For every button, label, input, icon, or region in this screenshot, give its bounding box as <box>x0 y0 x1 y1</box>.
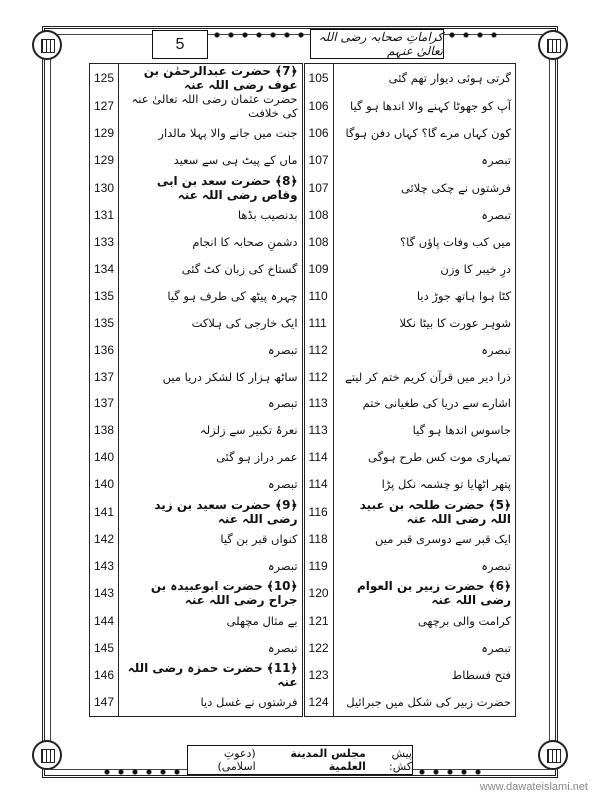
book-title: کراماتِ صحابہ رضی اللہ تعالیٰ عنہم <box>310 29 444 59</box>
right-page-number[interactable]: 106 <box>303 120 333 147</box>
left-page-number[interactable]: 142 <box>90 526 119 553</box>
publisher-name: مجلس المدینة العلمیة <box>290 747 366 773</box>
right-page-number[interactable]: 118 <box>303 526 333 553</box>
left-page-number[interactable]: 147 <box>90 689 119 716</box>
publisher-footer <box>187 745 413 775</box>
left-page-number[interactable]: 146 <box>90 661 119 689</box>
table-row <box>90 526 516 553</box>
table-row <box>90 634 516 661</box>
entry-title[interactable]: میں کب وفات پاؤں گا؟ <box>333 229 515 256</box>
entry-title[interactable]: حضرت زبیر کی شکل میں جبرائیل <box>333 689 515 716</box>
chain-ornament <box>100 767 184 777</box>
corner-ornament-icon <box>538 740 568 770</box>
right-page-number[interactable]: 109 <box>303 256 333 283</box>
entry-title[interactable]: ذرا دیر میں قرآن کریم ختم کر لیتے <box>333 363 515 390</box>
corner-ornament-icon <box>32 30 62 60</box>
entry-title[interactable]: تبصرہ <box>333 202 515 229</box>
entry-title[interactable]: فتح فسطاط <box>333 661 515 689</box>
entry-title[interactable]: ساٹھ ہزار کا لشکر دریا میں <box>119 363 304 390</box>
entry-title[interactable]: بے مثال مچھلی <box>119 607 304 634</box>
left-page-number[interactable]: 125 <box>90 64 119 93</box>
entry-title[interactable]: نعرۂ تکبیر سے زلزلہ <box>119 417 304 444</box>
entry-title[interactable]: تبصرہ <box>333 634 515 661</box>
entry-title[interactable]: گرتی ہوئی دیوار تھم گئی <box>333 64 515 93</box>
table-row <box>90 390 516 417</box>
right-page-number[interactable]: 116 <box>303 498 333 526</box>
left-page-number[interactable]: 140 <box>90 471 119 498</box>
section-heading[interactable]: ﴿11﴾ حضرت حمزہ رضی اللہ عنہ <box>119 661 304 689</box>
entry-title[interactable]: تبصرہ <box>119 471 304 498</box>
entry-title[interactable]: ایک خارجی کی ہلاکت <box>119 309 304 336</box>
entry-title[interactable]: شوہر عورت کا بیٹا نکلا <box>333 309 515 336</box>
table-row <box>90 363 516 390</box>
right-page-number[interactable]: 113 <box>303 390 333 417</box>
left-page-number[interactable]: 136 <box>90 336 119 363</box>
right-page-number[interactable]: 112 <box>303 363 333 390</box>
table-row <box>90 202 516 229</box>
entry-title[interactable]: پتھر اٹھایا تو چشمہ نکل پڑا <box>333 471 515 498</box>
entry-title[interactable]: تبصرہ <box>333 336 515 363</box>
entry-title[interactable]: تبصرہ <box>333 552 515 579</box>
chain-ornament <box>445 30 505 40</box>
presented-by-label: پیش کش: <box>389 747 412 773</box>
right-page-number[interactable]: 106 <box>303 92 333 120</box>
right-page-number[interactable]: 111 <box>303 309 333 336</box>
table-row <box>90 229 516 256</box>
entry-title[interactable]: گستاخ کی زبان کٹ گئی <box>119 256 304 283</box>
entry-title[interactable]: کنواں قبر بن گیا <box>119 526 304 553</box>
org-name: (دعوتِ اسلامی) <box>217 747 256 773</box>
right-page-number[interactable]: 124 <box>303 689 333 716</box>
table-row <box>90 174 516 202</box>
page-number: 5 <box>152 30 208 59</box>
entry-title[interactable]: تبصرہ <box>119 552 304 579</box>
left-page-number[interactable]: 137 <box>90 390 119 417</box>
entry-title[interactable]: تبصرہ <box>119 390 304 417</box>
right-page-number[interactable]: 114 <box>303 471 333 498</box>
table-row <box>90 607 516 634</box>
chain-ornament <box>210 30 306 40</box>
left-page-number[interactable]: 127 <box>90 92 119 120</box>
table-row <box>90 309 516 336</box>
left-page-number[interactable]: 129 <box>90 120 119 147</box>
right-page-number[interactable]: 110 <box>303 282 333 309</box>
left-page-number[interactable]: 143 <box>90 552 119 579</box>
entry-title[interactable]: تبصرہ <box>119 336 304 363</box>
left-page-number[interactable]: 143 <box>90 579 119 607</box>
entry-title[interactable]: اشارے سے دریا کی طغیانی ختم <box>333 390 515 417</box>
entry-title[interactable]: کرامت والی برچھی <box>333 607 515 634</box>
right-page-number[interactable]: 122 <box>303 634 333 661</box>
chain-ornament <box>415 767 485 777</box>
table-row <box>90 579 516 607</box>
entry-title[interactable]: عمر دراز ہو گئی <box>119 444 304 471</box>
left-page-number[interactable]: 138 <box>90 417 119 444</box>
entry-title[interactable]: کٹا ہوا ہاتھ جوڑ دیا <box>333 282 515 309</box>
entry-title[interactable]: ماں کے پیٹ ہی سے سعید <box>119 147 304 174</box>
entry-title[interactable]: آپ کو جھوٹا کہنے والا اندھا ہو گیا <box>333 92 515 120</box>
table-row <box>90 444 516 471</box>
section-heading[interactable]: ﴿8﴾ حضرت سعد بن ابی وقاص رضی اللہ عنہ <box>119 174 304 202</box>
table-row <box>90 471 516 498</box>
left-page-number[interactable]: 131 <box>90 202 119 229</box>
entry-title[interactable]: حضرت عثمان رضی اللہ تعالیٰ عنہ کی خلافت <box>119 92 304 120</box>
table-row <box>90 256 516 283</box>
entry-title[interactable]: فرشتوں نے غسل دیا <box>119 689 304 716</box>
entry-title[interactable]: چہرہ پیٹھ کی طرف ہو گیا <box>119 282 304 309</box>
right-page-number[interactable]: 108 <box>303 202 333 229</box>
right-page-number[interactable]: 123 <box>303 661 333 689</box>
section-heading[interactable]: ﴿6﴾ حضرت زبیر بن العوام رضی اللہ عنہ <box>333 579 515 607</box>
right-page-number[interactable]: 114 <box>303 444 333 471</box>
table-row <box>90 552 516 579</box>
entry-title[interactable]: تبصرہ <box>119 634 304 661</box>
left-page-number[interactable]: 144 <box>90 607 119 634</box>
entry-title[interactable]: ایک قبر سے دوسری قبر میں <box>333 526 515 553</box>
left-page-number[interactable]: 140 <box>90 444 119 471</box>
table-row <box>90 92 516 120</box>
left-page-number[interactable]: 135 <box>90 309 119 336</box>
table-row <box>90 689 516 716</box>
entry-title[interactable]: بدنصیب بڈھا <box>119 202 304 229</box>
corner-ornament-icon <box>32 740 62 770</box>
table-row <box>90 147 516 174</box>
table-row <box>90 661 516 689</box>
left-page-number[interactable]: 137 <box>90 363 119 390</box>
entry-title[interactable]: جنت میں جانے والا پہلا مالدار <box>119 120 304 147</box>
entry-title[interactable]: کون کہاں مرے گا؟ کہاں دفن ہوگا <box>333 120 515 147</box>
right-page-number[interactable]: 120 <box>303 579 333 607</box>
website-watermark: www.dawateislami.net <box>479 781 588 793</box>
entry-title[interactable]: جاسوس اندھا ہو گیا <box>333 417 515 444</box>
left-page-number[interactable]: 134 <box>90 256 119 283</box>
section-heading[interactable]: ﴿9﴾ حضرت سعید بن زید رضی اللہ عنہ <box>119 498 304 526</box>
entry-title[interactable]: تبصرہ <box>333 147 515 174</box>
entry-title[interactable]: درِ خیبر کا وزن <box>333 256 515 283</box>
right-page-number[interactable]: 107 <box>303 147 333 174</box>
table-row <box>90 498 516 526</box>
table-row <box>90 282 516 309</box>
right-page-number[interactable]: 121 <box>303 607 333 634</box>
contents-table <box>89 63 516 717</box>
left-page-number[interactable]: 135 <box>90 282 119 309</box>
section-heading[interactable]: ﴿10﴾ حضرت ابوعبیدہ بن جراح رضی اللہ عنہ <box>119 579 304 607</box>
section-heading[interactable]: ﴿5﴾ حضرت طلحہ بن عبید اللہ رضی اللہ عنہ <box>333 498 515 526</box>
right-page-number[interactable]: 112 <box>303 336 333 363</box>
right-page-number[interactable]: 105 <box>303 64 333 93</box>
left-page-number[interactable]: 145 <box>90 634 119 661</box>
entry-title[interactable]: فرشتوں نے چکی چلائی <box>333 174 515 202</box>
left-page-number[interactable]: 133 <box>90 229 119 256</box>
corner-ornament-icon <box>538 30 568 60</box>
left-page-number[interactable]: 129 <box>90 147 119 174</box>
left-page-number[interactable]: 130 <box>90 174 119 202</box>
table-row <box>90 120 516 147</box>
left-page-number[interactable]: 141 <box>90 498 119 526</box>
section-heading[interactable]: ﴿7﴾ حضرت عبدالرحمٰن بن عوف رضی اللہ عنہ <box>119 64 304 93</box>
right-page-number[interactable]: 113 <box>303 417 333 444</box>
right-page-number[interactable]: 108 <box>303 229 333 256</box>
right-page-number[interactable]: 107 <box>303 174 333 202</box>
table-row <box>90 417 516 444</box>
entry-title[interactable]: دشمنِ صحابہ کا انجام <box>119 229 304 256</box>
right-page-number[interactable]: 119 <box>303 552 333 579</box>
entry-title[interactable]: تمہاری موت کس طرح ہوگی <box>333 444 515 471</box>
table-row <box>90 336 516 363</box>
table-row <box>90 64 516 93</box>
